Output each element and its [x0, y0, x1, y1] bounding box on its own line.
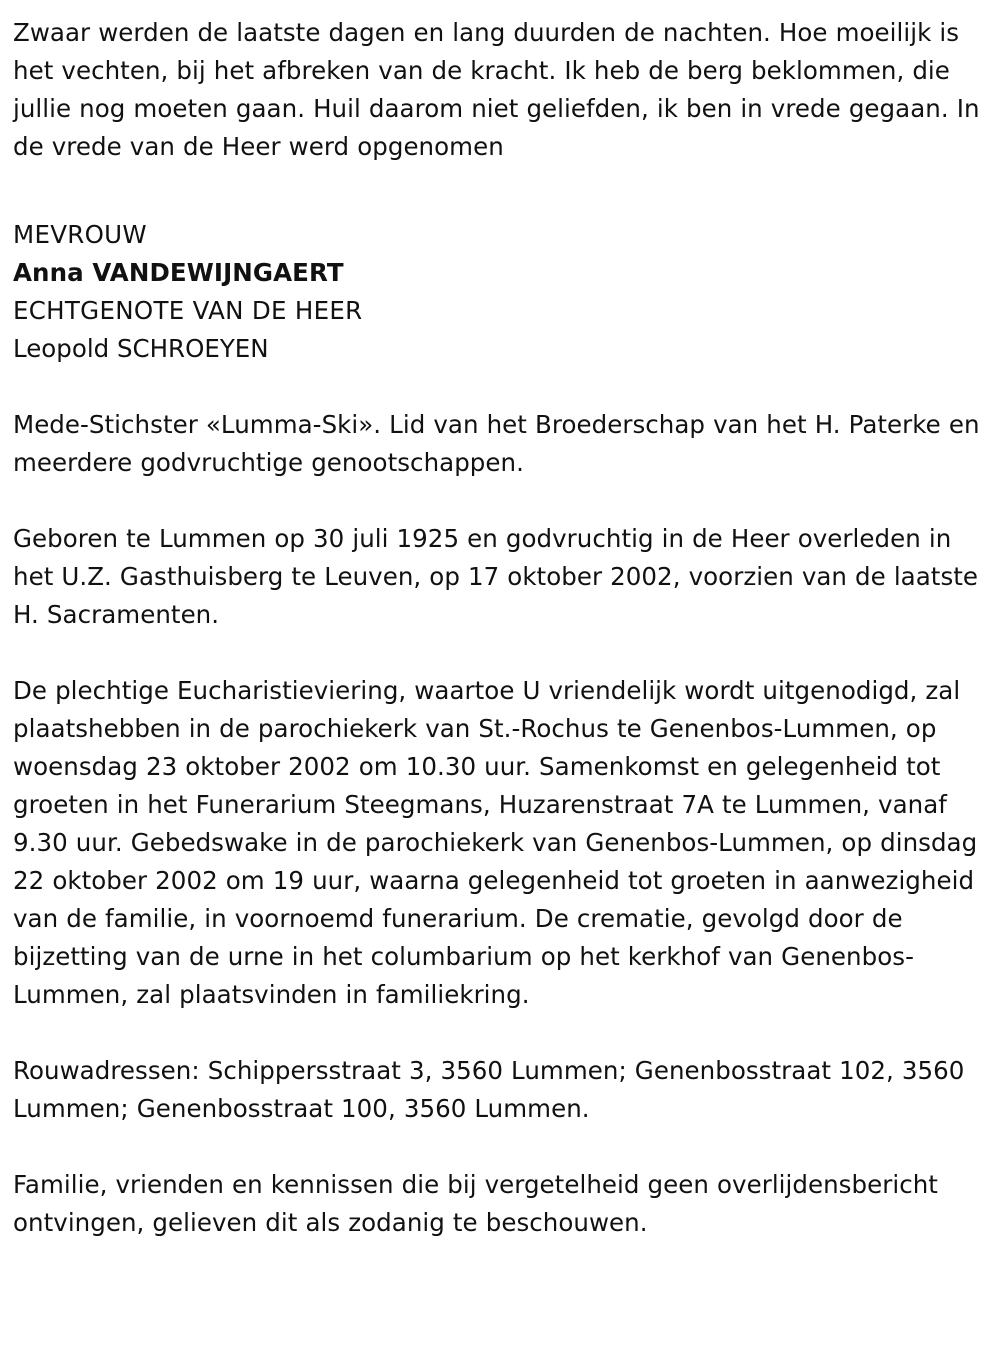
spouse-name: Leopold SCHROEYEN: [13, 334, 269, 363]
deceased-name: Anna VANDEWIJNGAERT: [13, 258, 344, 287]
poem-name-spacer: [13, 196, 986, 216]
service-details-block: [13, 672, 986, 1014]
memberships-block: [13, 406, 986, 482]
memberships-dates-spacer: [13, 512, 986, 520]
closing-notice-text: Familie, vrienden en kennissen die bij vergetelheid geen overlijdensbericht ontvingen, gelieven dit als zodanig te beschouwen.: [13, 1170, 938, 1237]
poem-text: Zwaar werden de laatste dagen en lang duurden de nachten. Hoe moeilijk is het vechten, bij het afbreken van de kracht. Ik heb de berg beklommen, die jullie nog moeten gaan. Huil daarom niet geliefden, ik ben in vrede gegaan. In de vrede van de Heer werd opgenomen: [13, 18, 980, 161]
addresses-closing-spacer: [13, 1158, 986, 1166]
life-dates-text: Geboren te Lummen op 30 juli 1925 en godvruchtig in de Heer overleden in het U.Z. Gasthuisberg te Leuven, op 17 oktober 2002, voorzien van de laatste H. Sacramenten.: [13, 524, 979, 629]
memberships-text: Mede-Stichster «Lumma-Ski». Lid van het Broederschap van het H. Paterke en meerdere godvruchtige genootschappen.: [13, 410, 980, 477]
mourning-addresses-text: Rouwadressen: Schippersstraat 3, 3560 Lummen; Genenbosstraat 102, 3560 Lummen; Genenbosstraat 100, 3560 Lummen.: [13, 1056, 965, 1123]
poem-block: [13, 14, 986, 166]
deceased-name-block: [13, 216, 986, 368]
dates-service-spacer: [13, 664, 986, 672]
life-dates-block: [13, 520, 986, 634]
service-details-text: De plechtige Eucharistieviering, waartoe U vriendelijk wordt uitgenodigd, zal plaatshebben in de parochiekerk van St.-Rochus te Genenbos-Lummen, op woensdag 23 oktober 2002 om 10.30 uur. Samenkomst en gelegenheid tot groeten in het Funerarium Steegmans, Huzarenstraat 7A te Lummen, vanaf 9.30 uur. Gebedswake in de parochiekerk van Genenbos-Lummen, op dinsdag 22 oktober 2002 om 19 uur, waarna gelegenheid tot groeten in aanwezigheid van de familie, in voornoemd funerarium. De crematie, gevolgd door de bijzetting van de urne in het columbarium op het kerkhof van Genenbos-Lummen, zal plaatsvinden in familiekring.: [13, 676, 978, 1009]
deceased-title: MEVROUW: [13, 220, 147, 249]
spouse-relation-label: ECHTGENOTE VAN DE HEER: [13, 296, 363, 325]
closing-notice-block: [13, 1166, 986, 1242]
service-addresses-spacer: [13, 1044, 986, 1052]
mourning-addresses-block: [13, 1052, 986, 1128]
name-memberships-spacer: [13, 398, 986, 406]
